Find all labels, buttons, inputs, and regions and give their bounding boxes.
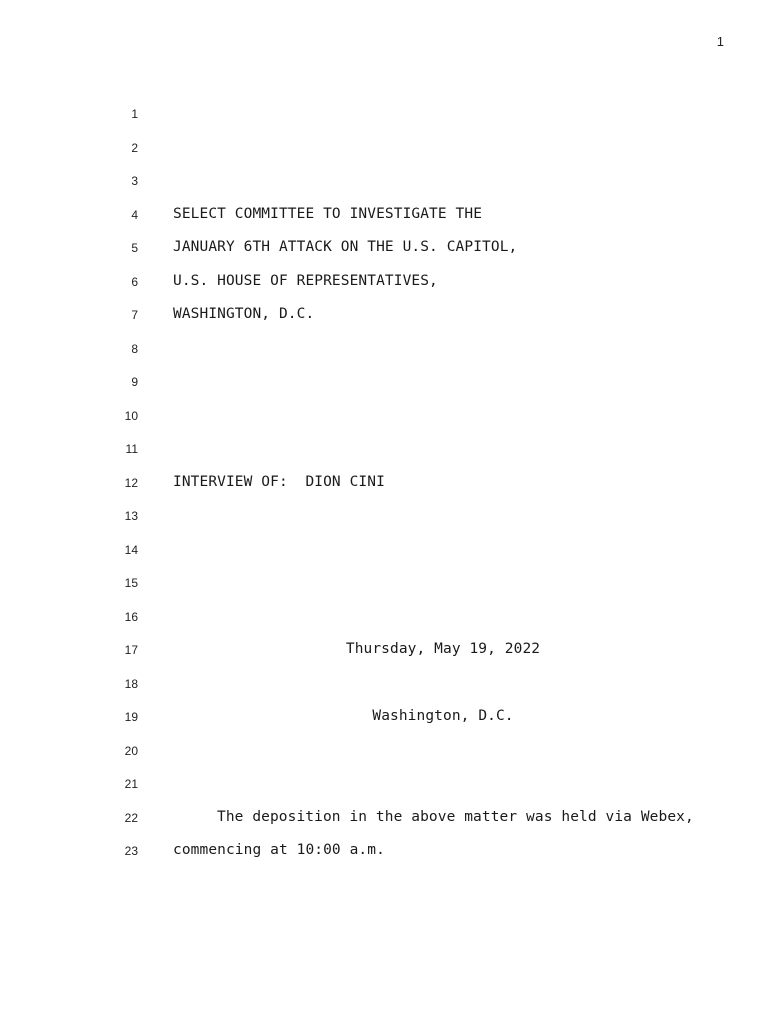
line-text: Thursday, May 19, 2022 (345, 641, 541, 657)
transcript-line (0, 199, 768, 233)
line-number: 7 (131, 308, 138, 322)
transcript-line (0, 232, 768, 266)
line-text: INTERVIEW OF: DION CINI (173, 473, 385, 490)
line-number: 1 (131, 107, 138, 121)
transcript-line (0, 266, 768, 300)
transcript-line (0, 601, 768, 635)
line-text: JANUARY 6TH ATTACK ON THE U.S. CAPITOL, (173, 239, 518, 255)
line-number: 6 (131, 274, 138, 289)
transcript-line (0, 333, 768, 367)
line-number: 14 (124, 542, 138, 557)
transcript-line (0, 567, 768, 601)
line-number: 5 (131, 241, 138, 255)
transcript-line (0, 366, 768, 400)
line-text: SELECT COMMITTEE TO INVESTIGATE THE (173, 205, 483, 222)
line-number: 10 (124, 408, 138, 423)
transcript-line (0, 668, 768, 702)
line-number: 19 (124, 710, 138, 724)
line-number: 22 (124, 810, 138, 825)
transcript-line (0, 98, 768, 132)
transcript-line (0, 701, 768, 735)
line-number: 11 (125, 442, 138, 456)
transcript-line (0, 433, 768, 467)
transcript-line (0, 467, 768, 501)
transcript-line (0, 634, 768, 668)
transcript-line (0, 165, 768, 199)
transcript-line (0, 534, 768, 568)
page-number: 1 (716, 34, 724, 49)
line-number: 8 (131, 341, 138, 356)
transcript-line (0, 400, 768, 434)
transcript-line (0, 835, 768, 869)
line-number: 20 (124, 743, 138, 758)
line-number: 13 (124, 509, 138, 523)
line-number: 23 (124, 844, 138, 858)
line-number: 2 (131, 140, 138, 155)
line-text: U.S. HOUSE OF REPRESENTATIVES, (173, 272, 438, 289)
line-text: Washington, D.C. (372, 708, 514, 724)
transcript-line (0, 802, 768, 836)
line-number: 12 (124, 475, 138, 490)
line-number: 21 (124, 777, 138, 791)
transcript-line (0, 132, 768, 166)
line-text: WASHINGTON, D.C. (173, 306, 315, 322)
line-number: 17 (124, 643, 138, 657)
transcript-body (0, 98, 768, 869)
line-number: 16 (124, 609, 138, 624)
transcript-line (0, 735, 768, 769)
transcript-line (0, 768, 768, 802)
line-number: 4 (131, 207, 138, 222)
line-text: commencing at 10:00 a.m. (173, 842, 385, 858)
line-number: 9 (131, 375, 138, 389)
line-number: 3 (131, 174, 138, 188)
line-text: The deposition in the above matter was held via Webex, (217, 808, 694, 825)
transcript-line (0, 299, 768, 333)
line-number: 18 (124, 676, 138, 691)
line-number: 15 (124, 576, 138, 590)
transcript-line (0, 500, 768, 534)
